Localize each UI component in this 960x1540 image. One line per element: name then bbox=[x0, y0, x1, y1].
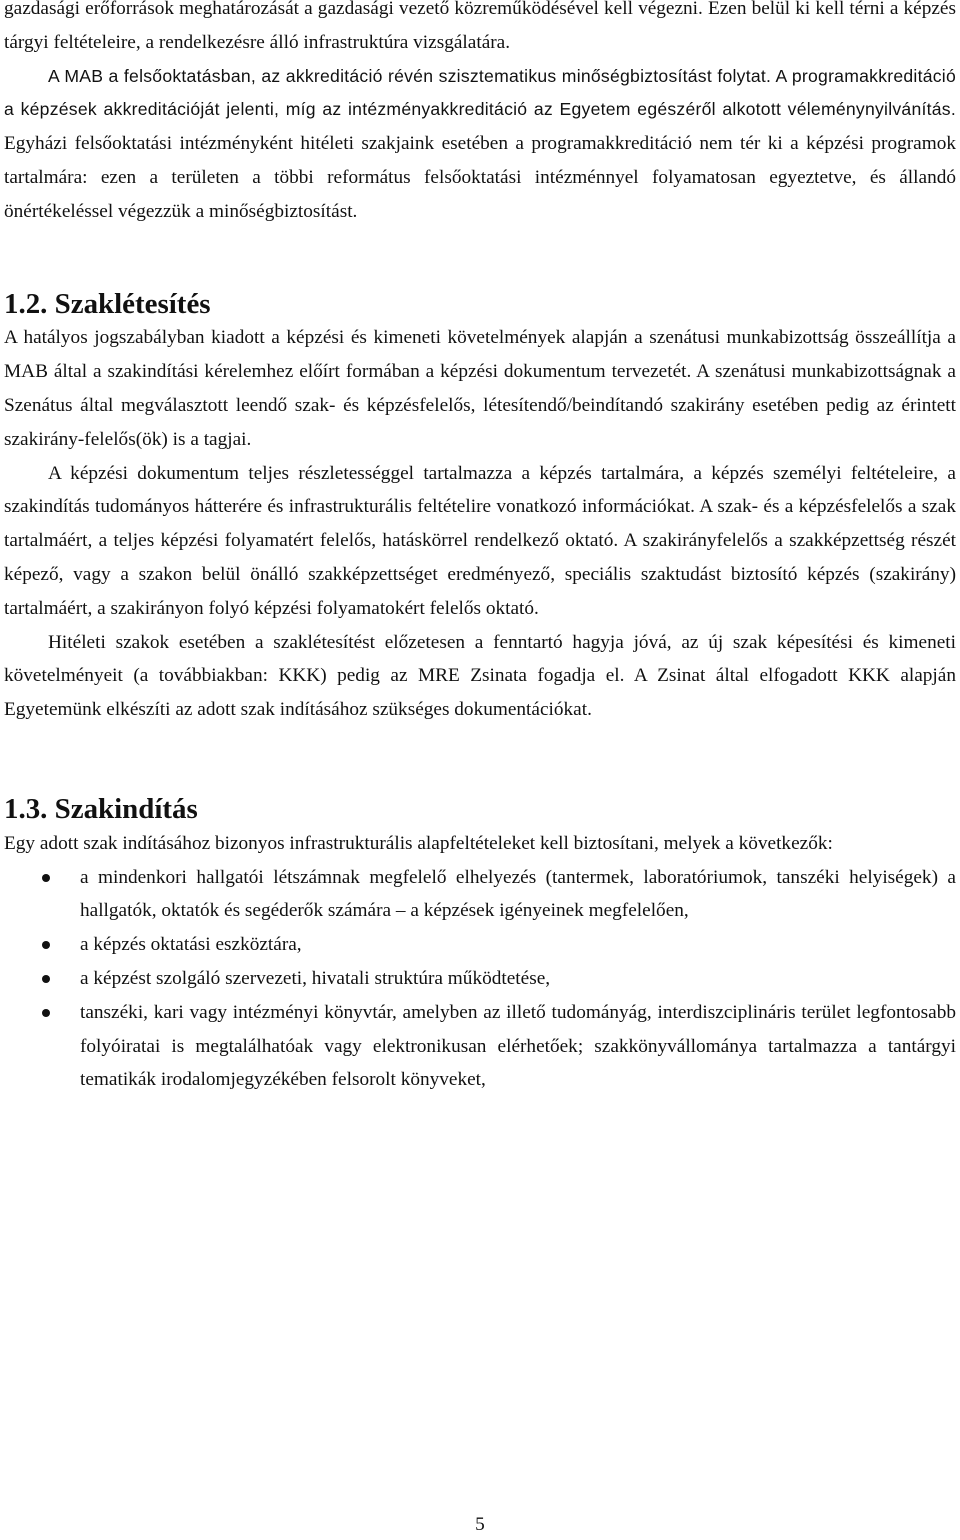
list-item-text: a képzést szolgáló szervezeti, hivatali struktúra működtetése, bbox=[80, 967, 551, 989]
paragraph-munkabizottsag: A hatályos jogszabályban kiadott a képzési és kimeneti követelmények alapján a szenátusi munkabizottság összeállítja a MAB által a szakindítási kérelemhez előírt formában a képzési dokumentum tervezetét. A szenátusi munkabizottságnak a Szenátus által megválasztott leendő szak- és képzésfelelős, létesítendő/beindítandó szakirány esetében pedig az érintett szakirány-felelős(ök) is a tagjai. bbox=[4, 327, 956, 450]
hiteleti-sentence: Egyházi felsőoktatási intézményként hitéleti szakjaink esetében a programakkreditáció nem tér ki a képzési programok tartalmára: ezen a területen a többi református felsőoktatási intézménnyel folyamatosan egyeztetve, és állandó önértékeléssel végezzük a minőségbiztosítást. bbox=[4, 133, 956, 222]
list-item bbox=[4, 928, 956, 962]
list-item bbox=[4, 996, 956, 1097]
paragraph-infrastructure: gazdasági erőforrások meghatározását a gazdasági vezető közreműködésével kell végezni. Ezen belül ki kell térni a képzés tárgyi feltételeire, a rendelkezésre álló infrastruktúra vizsgálatára. bbox=[4, 0, 956, 53]
paragraph-szakinditas-intro: Egy adott szak indításához bizonyos infrastrukturális alapfeltételeket kell biztosítani, melyek a következők: bbox=[4, 832, 833, 854]
list-item bbox=[4, 861, 956, 929]
list-item bbox=[4, 962, 956, 996]
bullet-icon bbox=[42, 1009, 50, 1017]
bullet-icon bbox=[42, 975, 50, 983]
paragraph-hiteleti-szakok: Hitéleti szakok esetében a szaklétesítést előzetesen a fenntartó hagyja jóvá, az új szak képesítési és kimeneti követelményeit (a továbbiakban: KKK) pedig az MRE Zsinata fogadja el. A Zsinat által elfogadott KKK alapján Egyetemünk elkészíti az adott szak indításához szükséges dokumentációkat. bbox=[4, 631, 956, 721]
infrastructure-bullet-list bbox=[4, 861, 956, 1098]
page-number: 5 bbox=[475, 1514, 485, 1535]
list-item-text: a mindenkori hallgatói létszámnak megfelelő elhelyezés (tantermek, laboratóriumok, tanszéki helyiségek) a hallgatók, oktatók és segéderők számára – a képzések igényeinek megfelelően, bbox=[80, 866, 956, 922]
section-heading-szakletesites: 1.2. Szaklétesítés bbox=[4, 287, 211, 320]
section-heading-szakinditas: 1.3. Szakindítás bbox=[4, 792, 198, 825]
list-item-text: a képzés oktatási eszköztára, bbox=[80, 934, 302, 956]
bullet-icon bbox=[42, 874, 50, 882]
paragraph-kepzesi-dokumentum: A képzési dokumentum teljes részletességgel tartalmazza a képzés tartalmára, a képzés személyi feltételeire, a szakindítás tudományos hátterére és infrastrukturális feltételire vonatkozó információkat. A szak- és a képzésfelelős a szak tartalmáért, a teljes képzési folyamatért felelős, hatáskörrel rendelkező oktató. A szakirányfelelős a szakképzettség részét képező, vagy a szakon belül önálló szakképzettséget eredményező, speciális szaktudást biztosító képzés (szakirány) tartalmáért, a szakirányon folyó képzési folyamatokért felelős oktató. bbox=[4, 462, 956, 619]
list-item-text: tanszéki, kari vagy intézményi könyvtár, amelyben az illető tudományág, interdiszciplináris terület legfontosabb folyóiratai is megtalálhatóak vagy elektronikusan elérhetőek; szakkönyvállománya tartalmazza a tantárgyi tematikák irodalomjegyzékében felsorolt könyveket, bbox=[80, 1001, 956, 1091]
bullet-icon bbox=[42, 941, 50, 949]
paragraph-mab-quality bbox=[4, 60, 956, 229]
mab-sentences: A MAB a felsőoktatásban, az akkreditáció révén szisztematikus minőségbiztosítást folytat. A programakkreditáció a képzések akkreditációját jelenti, míg az intézményakkreditáció az Egyetem egészéről alkotott véleménynyilvánítás. bbox=[4, 65, 956, 120]
